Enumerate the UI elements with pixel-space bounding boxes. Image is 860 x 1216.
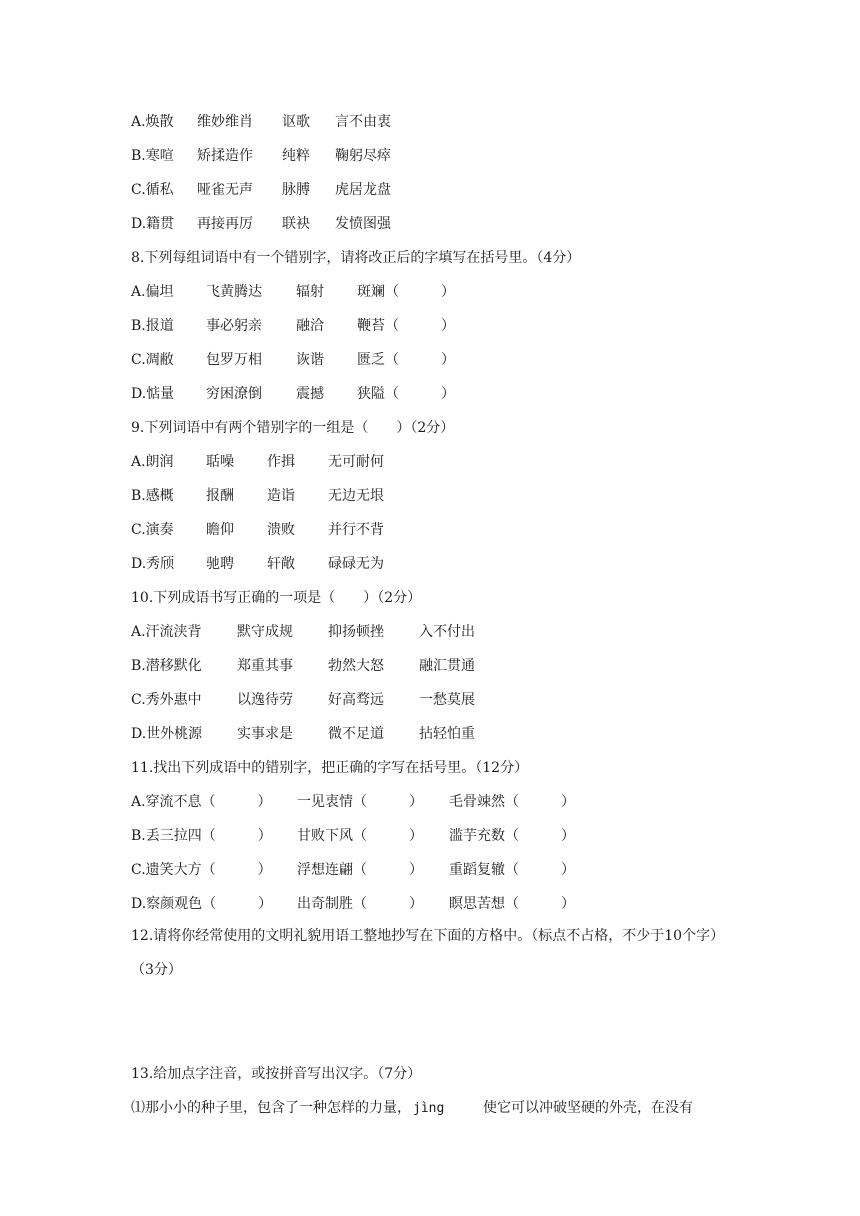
option-blank[interactable]: 甘败下风（ ）	[297, 828, 423, 844]
option-word: 辐射	[296, 284, 324, 300]
option-blank[interactable]: 重蹈复辙（ ）	[449, 862, 575, 878]
option-word: 一愁莫展	[419, 692, 475, 708]
option-word: 虎居龙盘	[335, 182, 391, 198]
q13-text: ⑴那小小的种子里，包含了一种怎样的力量，	[131, 1100, 411, 1116]
option-word: 抑扬顿挫	[328, 624, 384, 640]
option-word: 无边无垠	[328, 488, 384, 504]
option-word: 再接再厉	[197, 216, 253, 232]
option-word: 报酬	[206, 488, 234, 504]
option-word: 哑雀无声	[197, 182, 253, 198]
pinyin-blank[interactable]: jìng	[413, 1101, 445, 1116]
q11-option-b	[131, 826, 575, 846]
option-word: 好高骛远	[328, 692, 384, 708]
q7-option-c	[131, 180, 391, 200]
option-label: D.籍贯	[131, 216, 175, 232]
option-label: C.秀外惠中	[131, 692, 202, 708]
option-word: 默守成规	[237, 624, 293, 640]
q8-option-a	[131, 282, 455, 302]
q9-option-c	[131, 520, 384, 540]
option-word: 拈轻怕重	[419, 726, 475, 742]
q8-option-d	[131, 384, 455, 404]
q7-option-d	[131, 214, 391, 234]
option-label: B.寒喧	[131, 148, 174, 164]
option-blank[interactable]: 瞑思苦想（ ）	[449, 896, 575, 912]
option-blank[interactable]: 狭隘（ ）	[357, 386, 455, 402]
q13-title: 13.给加点字注音，或按拼音写出汉字。（7分）	[131, 1066, 422, 1082]
option-label: A.偏坦	[131, 284, 174, 300]
option-label: D.世外桃源	[131, 726, 203, 742]
q8-title: 8.下列每组词语中有一个错别字，请将改正后的字填写在括号里。（4分）	[131, 250, 581, 266]
option-word: 包罗万相	[206, 352, 262, 368]
q9-option-d	[131, 554, 384, 574]
option-word: 联袂	[282, 216, 310, 232]
option-label: B.潜移默化	[131, 658, 202, 674]
option-word: 碌碌无为	[328, 556, 384, 572]
option-label: D.惦量	[131, 386, 175, 402]
q11-option-d	[131, 894, 575, 914]
option-word: 实事求是	[237, 726, 293, 742]
option-label: D.秀颀	[131, 556, 175, 572]
q8-option-c	[131, 350, 455, 370]
option-word: 维妙维肖	[197, 114, 253, 130]
option-word: 轩敞	[267, 556, 295, 572]
option-label: C.循私	[131, 182, 174, 198]
option-word: 发愤图强	[335, 216, 391, 232]
option-word: 作揖	[267, 454, 295, 470]
option-blank[interactable]: 一见衷情（ ）	[297, 794, 423, 810]
option-word: 言不由衷	[335, 114, 391, 130]
q13-text: 使它可以冲破坚硬的外壳，在没有	[483, 1100, 693, 1116]
option-word: 溃败	[267, 522, 295, 538]
q10-option-d	[131, 724, 475, 744]
option-word: 造诣	[267, 488, 295, 504]
option-word: 飞黄腾达	[206, 284, 262, 300]
option-word: 脉膊	[282, 182, 310, 198]
option-word: 事必躬亲	[206, 318, 262, 334]
option-word: 震撼	[296, 386, 324, 402]
option-label: B.报道	[131, 318, 174, 334]
option-word: 鞠躬尽瘁	[335, 148, 391, 164]
option-word: 入不付出	[419, 624, 475, 640]
option-word: 穷困潦倒	[206, 386, 262, 402]
option-word: 无可耐何	[328, 454, 384, 470]
q10-option-a	[131, 622, 475, 642]
option-word: 纯粹	[282, 148, 310, 164]
option-label: C.凋敝	[131, 352, 174, 368]
option-word: 矫揉造作	[197, 148, 253, 164]
option-blank[interactable]: 鞭苔（ ）	[357, 318, 455, 334]
q9-title: 9.下列词语中有两个错别字的一组是（ ）（2分）	[131, 420, 455, 436]
option-blank[interactable]: 匮乏（ ）	[357, 352, 455, 368]
q10-option-b	[131, 656, 475, 676]
option-blank[interactable]: 滥芋充数（ ）	[449, 828, 575, 844]
option-word: 驰聘	[206, 556, 234, 572]
q8-option-b	[131, 316, 455, 336]
option-blank[interactable]: 出奇制胜（ ）	[297, 896, 423, 912]
q9-option-b	[131, 486, 384, 506]
option-word: 瞻仰	[206, 522, 234, 538]
option-label: A.汗流浃背	[131, 624, 202, 640]
option-word: 勃然大怒	[328, 658, 384, 674]
q10-option-c	[131, 690, 475, 710]
option-blank[interactable]: 毛骨竦然（ ）	[449, 794, 575, 810]
q7-option-b	[131, 146, 391, 166]
option-blank[interactable]: B.丢三拉四（ ）	[131, 828, 272, 844]
option-word: 诙谐	[296, 352, 324, 368]
q12-title: 12.请将你经常使用的文明礼貌用语工整地抄写在下面的方格中。（标点不占格，不少于10个字）（3分）	[131, 928, 725, 978]
q13-line-1	[131, 1098, 693, 1119]
option-blank[interactable]: D.察颜观色（ ）	[131, 896, 273, 912]
option-word: 融汇贯通	[419, 658, 475, 674]
option-blank[interactable]: A.穿流不息（ ）	[131, 794, 272, 810]
option-word: 讴歌	[282, 114, 310, 130]
option-label: A.朗润	[131, 454, 174, 470]
q9-option-a	[131, 452, 384, 472]
option-blank[interactable]: 浮想连翩（ ）	[297, 862, 423, 878]
q11-title: 11.找出下列成语中的错别字，把正确的字写在括号里。（12分）	[131, 760, 529, 776]
q7-option-a	[131, 112, 391, 132]
option-word: 并行不背	[328, 522, 384, 538]
q10-title: 10.下列成语书写正确的一项是（ ）（2分）	[131, 590, 422, 606]
option-label: B.感概	[131, 488, 174, 504]
option-word: 融洽	[296, 318, 324, 334]
option-label: A.焕散	[131, 114, 174, 130]
option-label: C.演奏	[131, 522, 174, 538]
q11-option-c	[131, 860, 575, 880]
option-word: 郑重其事	[237, 658, 293, 674]
option-blank[interactable]: 斑斓（ ）	[357, 284, 455, 300]
option-word: 微不足道	[328, 726, 384, 742]
q11-option-a	[131, 792, 575, 812]
option-blank[interactable]: C.遗笑大方（ ）	[131, 862, 272, 878]
option-word: 聒噪	[206, 454, 234, 470]
option-word: 以逸待劳	[237, 692, 293, 708]
